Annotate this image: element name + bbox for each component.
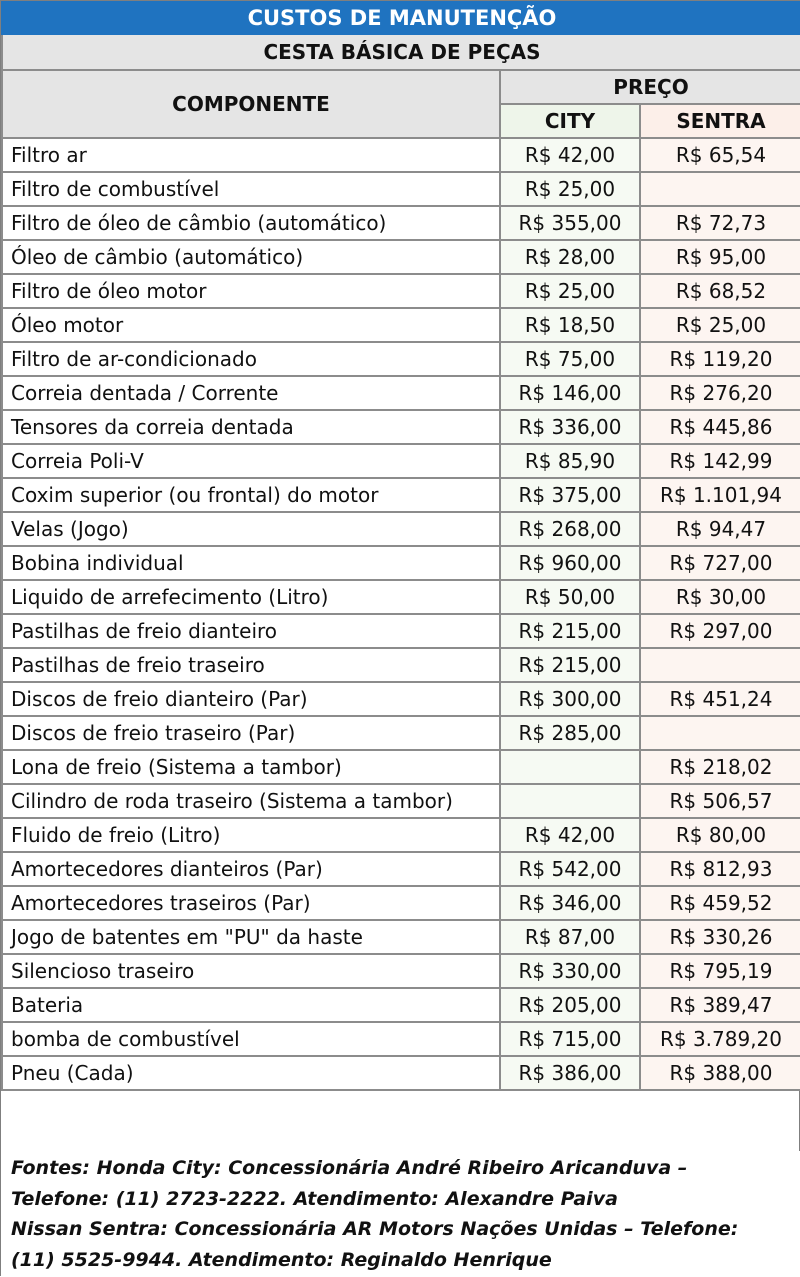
component-header: COMPONENTE bbox=[2, 70, 500, 138]
city-price-cell: R$ 75,00 bbox=[500, 342, 640, 376]
sources-footer bbox=[1, 1151, 800, 1277]
sentra-price-cell: R$ 142,99 bbox=[640, 444, 800, 478]
table-row bbox=[2, 512, 800, 546]
table-row bbox=[2, 342, 800, 376]
table-row bbox=[2, 1056, 800, 1090]
sentra-price-cell: R$ 445,86 bbox=[640, 410, 800, 444]
sentra-price-cell: R$ 459,52 bbox=[640, 886, 800, 920]
component-cell: Pneu (Cada) bbox=[2, 1056, 500, 1090]
component-cell: Tensores da correia dentada bbox=[2, 410, 500, 444]
parts-price-table bbox=[1, 1, 800, 1091]
sentra-header: SENTRA bbox=[640, 104, 800, 138]
city-price-cell: R$ 346,00 bbox=[500, 886, 640, 920]
component-cell: Discos de freio traseiro (Par) bbox=[2, 716, 500, 750]
city-price-cell: R$ 215,00 bbox=[500, 614, 640, 648]
component-cell: Filtro ar bbox=[2, 138, 500, 172]
component-cell: Coxim superior (ou frontal) do motor bbox=[2, 478, 500, 512]
table-body bbox=[2, 138, 800, 1090]
table-row bbox=[2, 410, 800, 444]
sentra-price-cell: R$ 68,52 bbox=[640, 274, 800, 308]
table-row bbox=[2, 1022, 800, 1056]
sentra-price-cell: R$ 25,00 bbox=[640, 308, 800, 342]
component-cell: Silencioso traseiro bbox=[2, 954, 500, 988]
city-price-cell: R$ 215,00 bbox=[500, 648, 640, 682]
sentra-price-cell: R$ 3.789,20 bbox=[640, 1022, 800, 1056]
component-cell: Lona de freio (Sistema a tambor) bbox=[2, 750, 500, 784]
sentra-price-cell: R$ 1.101,94 bbox=[640, 478, 800, 512]
sentra-price-cell: R$ 389,47 bbox=[640, 988, 800, 1022]
city-price-cell: R$ 268,00 bbox=[500, 512, 640, 546]
component-cell: Correia Poli-V bbox=[2, 444, 500, 478]
component-cell: Bobina individual bbox=[2, 546, 500, 580]
sentra-price-cell: R$ 94,47 bbox=[640, 512, 800, 546]
footer-line: (11) 5525-9944. Atendimento: Reginaldo Henrique bbox=[11, 1248, 552, 1271]
sentra-price-cell: R$ 218,02 bbox=[640, 750, 800, 784]
component-cell: Fluido de freio (Litro) bbox=[2, 818, 500, 852]
city-price-cell: R$ 25,00 bbox=[500, 274, 640, 308]
table-row bbox=[2, 172, 800, 206]
sentra-price-cell: R$ 451,24 bbox=[640, 682, 800, 716]
component-cell: Velas (Jogo) bbox=[2, 512, 500, 546]
table-row bbox=[2, 954, 800, 988]
city-price-cell: R$ 205,00 bbox=[500, 988, 640, 1022]
table-row bbox=[2, 750, 800, 784]
city-price-cell bbox=[500, 784, 640, 818]
component-cell: Discos de freio dianteiro (Par) bbox=[2, 682, 500, 716]
table-row bbox=[2, 444, 800, 478]
sentra-price-cell: R$ 72,73 bbox=[640, 206, 800, 240]
table-row bbox=[2, 988, 800, 1022]
city-price-cell: R$ 375,00 bbox=[500, 478, 640, 512]
footer-line: Telefone: (11) 2723-2222. Atendimento: Alexandre Paiva bbox=[11, 1187, 618, 1210]
table-row bbox=[2, 138, 800, 172]
sentra-price-cell: R$ 506,57 bbox=[640, 784, 800, 818]
city-price-cell: R$ 285,00 bbox=[500, 716, 640, 750]
sentra-price-cell: R$ 80,00 bbox=[640, 818, 800, 852]
sentra-price-cell bbox=[640, 716, 800, 750]
sentra-price-cell: R$ 297,00 bbox=[640, 614, 800, 648]
sentra-price-cell bbox=[640, 648, 800, 682]
sentra-price-cell: R$ 276,20 bbox=[640, 376, 800, 410]
component-cell: Correia dentada / Corrente bbox=[2, 376, 500, 410]
component-cell: Filtro de ar-condicionado bbox=[2, 342, 500, 376]
component-cell: Óleo motor bbox=[2, 308, 500, 342]
component-cell: Cilindro de roda traseiro (Sistema a tambor) bbox=[2, 784, 500, 818]
table-subtitle: CESTA BÁSICA DE PEÇAS bbox=[2, 34, 800, 70]
city-price-cell: R$ 386,00 bbox=[500, 1056, 640, 1090]
component-cell: Filtro de combustível bbox=[2, 172, 500, 206]
city-header: CITY bbox=[500, 104, 640, 138]
table-row bbox=[2, 784, 800, 818]
city-price-cell: R$ 330,00 bbox=[500, 954, 640, 988]
city-price-cell: R$ 542,00 bbox=[500, 852, 640, 886]
component-cell: bomba de combustível bbox=[2, 1022, 500, 1056]
table-row bbox=[2, 648, 800, 682]
table-row bbox=[2, 308, 800, 342]
city-price-cell: R$ 42,00 bbox=[500, 138, 640, 172]
sentra-price-cell: R$ 388,00 bbox=[640, 1056, 800, 1090]
city-price-cell: R$ 42,00 bbox=[500, 818, 640, 852]
table-row bbox=[2, 376, 800, 410]
table-row bbox=[2, 886, 800, 920]
table-row bbox=[2, 580, 800, 614]
table-row bbox=[2, 274, 800, 308]
table-row bbox=[2, 240, 800, 274]
sentra-price-cell: R$ 330,26 bbox=[640, 920, 800, 954]
component-cell: Pastilhas de freio dianteiro bbox=[2, 614, 500, 648]
table-row bbox=[2, 920, 800, 954]
city-price-cell: R$ 50,00 bbox=[500, 580, 640, 614]
city-price-cell: R$ 18,50 bbox=[500, 308, 640, 342]
sentra-price-cell: R$ 95,00 bbox=[640, 240, 800, 274]
city-price-cell: R$ 25,00 bbox=[500, 172, 640, 206]
price-header: PREÇO bbox=[500, 70, 800, 104]
component-cell: Liquido de arrefecimento (Litro) bbox=[2, 580, 500, 614]
footer-line: Fontes: Honda City: Concessionária André Ribeiro Aricanduva – bbox=[11, 1157, 688, 1179]
city-price-cell: R$ 28,00 bbox=[500, 240, 640, 274]
city-price-cell: R$ 300,00 bbox=[500, 682, 640, 716]
table-row bbox=[2, 818, 800, 852]
component-cell: Amortecedores dianteiros (Par) bbox=[2, 852, 500, 886]
city-price-cell: R$ 336,00 bbox=[500, 410, 640, 444]
city-price-cell: R$ 715,00 bbox=[500, 1022, 640, 1056]
table-row bbox=[2, 852, 800, 886]
footer-line: Nissan Sentra: Concessionária AR Motors Nações Unidas – Telefone: bbox=[11, 1218, 739, 1240]
table-row bbox=[2, 682, 800, 716]
component-cell: Pastilhas de freio traseiro bbox=[2, 648, 500, 682]
table-row bbox=[2, 206, 800, 240]
city-price-cell: R$ 960,00 bbox=[500, 546, 640, 580]
component-cell: Filtro de óleo de câmbio (automático) bbox=[2, 206, 500, 240]
sentra-price-cell: R$ 812,93 bbox=[640, 852, 800, 886]
table-row bbox=[2, 614, 800, 648]
city-price-cell: R$ 87,00 bbox=[500, 920, 640, 954]
table-row bbox=[2, 546, 800, 580]
city-price-cell bbox=[500, 750, 640, 784]
table-row bbox=[2, 478, 800, 512]
table-title: CUSTOS DE MANUTENÇÃO bbox=[2, 2, 800, 34]
component-cell: Bateria bbox=[2, 988, 500, 1022]
component-cell: Óleo de câmbio (automático) bbox=[2, 240, 500, 274]
sentra-price-cell: R$ 30,00 bbox=[640, 580, 800, 614]
component-cell: Jogo de batentes em "PU" da haste bbox=[2, 920, 500, 954]
component-cell: Filtro de óleo motor bbox=[2, 274, 500, 308]
sentra-price-cell: R$ 727,00 bbox=[640, 546, 800, 580]
table-row bbox=[2, 716, 800, 750]
city-price-cell: R$ 146,00 bbox=[500, 376, 640, 410]
sentra-price-cell: R$ 65,54 bbox=[640, 138, 800, 172]
component-cell: Amortecedores traseiros (Par) bbox=[2, 886, 500, 920]
city-price-cell: R$ 85,90 bbox=[500, 444, 640, 478]
sentra-price-cell: R$ 795,19 bbox=[640, 954, 800, 988]
sentra-price-cell bbox=[640, 172, 800, 206]
sentra-price-cell: R$ 119,20 bbox=[640, 342, 800, 376]
city-price-cell: R$ 355,00 bbox=[500, 206, 640, 240]
